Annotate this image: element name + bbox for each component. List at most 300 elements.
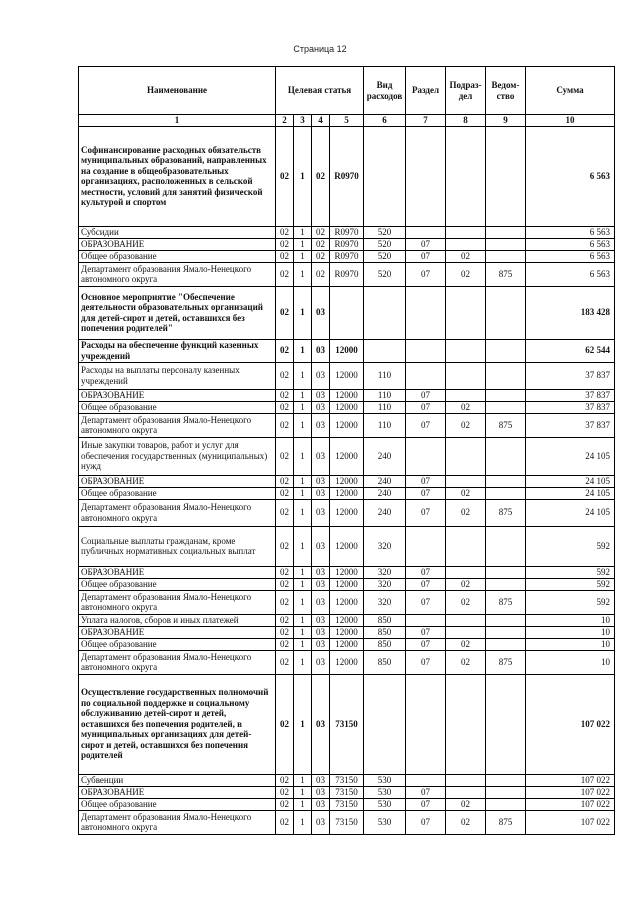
target-program: 02 <box>276 626 294 638</box>
department-code <box>486 487 526 499</box>
amount: 24 105 <box>526 499 615 526</box>
target-subprogram: 1 <box>294 774 312 786</box>
subsection <box>446 226 486 238</box>
department-code <box>486 226 526 238</box>
target-code: 12000 <box>330 499 364 526</box>
target-code: 12000 <box>330 389 364 401</box>
expense-type: 320 <box>364 526 406 566</box>
target-code: 12000 <box>330 614 364 626</box>
department-code <box>486 638 526 650</box>
subsection <box>446 566 486 578</box>
col-number: 2 <box>276 115 294 127</box>
amount: 24 105 <box>526 475 615 487</box>
target-subprogram: 1 <box>294 475 312 487</box>
page-number: Страница 12 <box>293 44 347 54</box>
table-row <box>79 526 615 566</box>
target-event: 03 <box>312 638 330 650</box>
header-vid: Вид расходов <box>364 67 406 115</box>
col-number: 1 <box>79 115 276 127</box>
target-event: 03 <box>312 475 330 487</box>
target-subprogram: 1 <box>294 674 312 774</box>
target-code: 12000 <box>330 401 364 413</box>
row-name: Осуществление государственных полномочий по социальной поддержке и социальному обслуживанию детей-сирот и детей, оставшихся без попечения родителей, в муниципальных организациях для детей-сирот и детей, оставшихся без попечения родителей <box>79 674 276 774</box>
subsection <box>446 774 486 786</box>
department-code <box>486 339 526 362</box>
section <box>406 437 446 475</box>
subsection: 02 <box>446 250 486 262</box>
target-event: 03 <box>312 590 330 614</box>
target-event: 03 <box>312 389 330 401</box>
target-program: 02 <box>276 226 294 238</box>
target-code: 12000 <box>330 362 364 389</box>
target-program: 02 <box>276 786 294 798</box>
target-program: 02 <box>276 798 294 810</box>
target-event: 03 <box>312 626 330 638</box>
target-program: 02 <box>276 674 294 774</box>
col-number: 9 <box>486 115 526 127</box>
section: 07 <box>406 413 446 437</box>
section: 07 <box>406 578 446 590</box>
amount: 183 428 <box>526 286 615 339</box>
target-code: 73150 <box>330 798 364 810</box>
section: 07 <box>406 590 446 614</box>
department-code <box>486 238 526 250</box>
section <box>406 362 446 389</box>
col-number: 4 <box>312 115 330 127</box>
target-program: 02 <box>276 362 294 389</box>
table-row <box>79 226 615 238</box>
target-program: 02 <box>276 650 294 674</box>
section: 07 <box>406 487 446 499</box>
table-row <box>79 250 615 262</box>
target-event: 02 <box>312 226 330 238</box>
department-code: 875 <box>486 650 526 674</box>
row-name: ОБРАЗОВАНИЕ <box>79 389 276 401</box>
department-code <box>486 250 526 262</box>
subsection: 02 <box>446 401 486 413</box>
section: 07 <box>406 638 446 650</box>
table-row <box>79 238 615 250</box>
target-program: 02 <box>276 238 294 250</box>
target-program: 02 <box>276 578 294 590</box>
header-name: Наименование <box>79 67 276 115</box>
target-event: 03 <box>312 286 330 339</box>
subsection <box>446 674 486 774</box>
target-code: R0970 <box>330 126 364 226</box>
row-name: ОБРАЗОВАНИЕ <box>79 566 276 578</box>
department-code <box>486 614 526 626</box>
target-code: 73150 <box>330 774 364 786</box>
section: 07 <box>406 250 446 262</box>
table-body <box>79 126 615 834</box>
target-subprogram: 1 <box>294 226 312 238</box>
department-code <box>486 362 526 389</box>
section: 07 <box>406 786 446 798</box>
target-code: 12000 <box>330 578 364 590</box>
subsection: 02 <box>446 650 486 674</box>
subsection <box>446 626 486 638</box>
expense-type: 320 <box>364 590 406 614</box>
expense-type: 530 <box>364 774 406 786</box>
target-event: 03 <box>312 526 330 566</box>
target-program: 02 <box>276 389 294 401</box>
target-subprogram: 1 <box>294 238 312 250</box>
expense-type: 520 <box>364 226 406 238</box>
expense-type: 520 <box>364 250 406 262</box>
subsection: 02 <box>446 590 486 614</box>
subsection <box>446 786 486 798</box>
department-code <box>486 286 526 339</box>
subsection <box>446 389 486 401</box>
table-row <box>79 650 615 674</box>
target-event: 02 <box>312 126 330 226</box>
department-code <box>486 674 526 774</box>
target-program: 02 <box>276 437 294 475</box>
target-event: 03 <box>312 487 330 499</box>
target-program: 02 <box>276 126 294 226</box>
subsection <box>446 238 486 250</box>
expense-type: 240 <box>364 437 406 475</box>
target-code: 73150 <box>330 786 364 798</box>
subsection: 02 <box>446 262 486 286</box>
table-row <box>79 286 615 339</box>
department-code <box>486 578 526 590</box>
department-code <box>486 475 526 487</box>
target-code: 12000 <box>330 475 364 487</box>
target-event: 03 <box>312 614 330 626</box>
row-name: Расходы на выплаты персоналу казенных учреждений <box>79 362 276 389</box>
target-subprogram: 1 <box>294 401 312 413</box>
target-subprogram: 1 <box>294 250 312 262</box>
col-number: 5 <box>330 115 364 127</box>
header-row <box>79 67 615 115</box>
target-code: 12000 <box>330 590 364 614</box>
amount: 592 <box>526 566 615 578</box>
row-name: Общее образование <box>79 487 276 499</box>
target-program: 02 <box>276 339 294 362</box>
target-subprogram: 1 <box>294 286 312 339</box>
expense-type: 520 <box>364 238 406 250</box>
col-number: 8 <box>446 115 486 127</box>
header-target: Целевая статья <box>276 67 364 115</box>
expense-type: 530 <box>364 786 406 798</box>
target-event: 03 <box>312 413 330 437</box>
table-row <box>79 437 615 475</box>
amount: 107 022 <box>526 786 615 798</box>
row-name: ОБРАЗОВАНИЕ <box>79 475 276 487</box>
row-name: ОБРАЗОВАНИЕ <box>79 626 276 638</box>
row-name: ОБРАЗОВАНИЕ <box>79 238 276 250</box>
target-program: 02 <box>276 526 294 566</box>
subsection <box>446 126 486 226</box>
department-code: 875 <box>486 810 526 834</box>
target-program: 02 <box>276 774 294 786</box>
target-subprogram: 1 <box>294 362 312 389</box>
target-event: 03 <box>312 650 330 674</box>
expense-type: 320 <box>364 578 406 590</box>
target-event: 03 <box>312 674 330 774</box>
amount: 37 837 <box>526 362 615 389</box>
section: 07 <box>406 475 446 487</box>
subsection: 02 <box>446 499 486 526</box>
table-row <box>79 339 615 362</box>
table-row <box>79 674 615 774</box>
table-row <box>79 475 615 487</box>
target-code: 73150 <box>330 810 364 834</box>
section <box>406 526 446 566</box>
target-subprogram: 1 <box>294 638 312 650</box>
budget-table <box>78 66 615 835</box>
target-code: 12000 <box>330 626 364 638</box>
section: 07 <box>406 401 446 413</box>
section: 07 <box>406 499 446 526</box>
target-code: 12000 <box>330 526 364 566</box>
expense-type: 530 <box>364 810 406 834</box>
table-row <box>79 413 615 437</box>
subsection: 02 <box>446 798 486 810</box>
target-event: 03 <box>312 566 330 578</box>
col-number: 7 <box>406 115 446 127</box>
target-program: 02 <box>276 810 294 834</box>
target-program: 02 <box>276 614 294 626</box>
expense-type <box>364 674 406 774</box>
table-row <box>79 590 615 614</box>
target-code: 12000 <box>330 638 364 650</box>
expense-type: 320 <box>364 566 406 578</box>
section: 07 <box>406 626 446 638</box>
target-subprogram: 1 <box>294 810 312 834</box>
table-row <box>79 786 615 798</box>
target-code: R0970 <box>330 226 364 238</box>
section <box>406 286 446 339</box>
target-subprogram: 1 <box>294 487 312 499</box>
target-code <box>330 286 364 339</box>
department-code <box>486 566 526 578</box>
row-name: Департамент образования Ямало-Ненецкого автономного округа <box>79 590 276 614</box>
expense-type <box>364 286 406 339</box>
header-vedomstvo: Ведом-ство <box>486 67 526 115</box>
amount: 107 022 <box>526 774 615 786</box>
subsection <box>446 526 486 566</box>
department-code <box>486 526 526 566</box>
table-row <box>79 810 615 834</box>
row-name: Расходы на обеспечение функций казенных учреждений <box>79 339 276 362</box>
row-name: Общее образование <box>79 638 276 650</box>
target-code: 12000 <box>330 339 364 362</box>
amount: 6 563 <box>526 126 615 226</box>
table-row <box>79 614 615 626</box>
target-subprogram: 1 <box>294 262 312 286</box>
amount: 10 <box>526 614 615 626</box>
section <box>406 126 446 226</box>
expense-type <box>364 339 406 362</box>
target-subprogram: 1 <box>294 437 312 475</box>
section <box>406 674 446 774</box>
expense-type: 110 <box>364 362 406 389</box>
subsection: 02 <box>446 578 486 590</box>
target-subprogram: 1 <box>294 614 312 626</box>
target-event: 02 <box>312 262 330 286</box>
section <box>406 339 446 362</box>
amount: 10 <box>526 626 615 638</box>
target-code: R0970 <box>330 238 364 250</box>
target-subprogram: 1 <box>294 650 312 674</box>
subsection <box>446 286 486 339</box>
target-subprogram: 1 <box>294 578 312 590</box>
expense-type: 240 <box>364 487 406 499</box>
section: 07 <box>406 238 446 250</box>
section: 07 <box>406 650 446 674</box>
row-name: Департамент образования Ямало-Ненецкого автономного округа <box>79 413 276 437</box>
header-podrazdel: Подраз-дел <box>446 67 486 115</box>
amount: 37 837 <box>526 413 615 437</box>
target-event: 03 <box>312 339 330 362</box>
col-number: 6 <box>364 115 406 127</box>
department-code <box>486 786 526 798</box>
target-subprogram: 1 <box>294 389 312 401</box>
target-program: 02 <box>276 286 294 339</box>
row-name: Общее образование <box>79 401 276 413</box>
target-subprogram: 1 <box>294 126 312 226</box>
amount: 6 563 <box>526 262 615 286</box>
table-row <box>79 487 615 499</box>
row-name: Основное мероприятие "Обеспечение деятельности образовательных организаций для детей-сирот и детей, оставшихся без попечения родителей" <box>79 286 276 339</box>
section: 07 <box>406 798 446 810</box>
amount: 10 <box>526 638 615 650</box>
department-code <box>486 389 526 401</box>
table-row <box>79 798 615 810</box>
target-program: 02 <box>276 590 294 614</box>
expense-type: 240 <box>364 499 406 526</box>
expense-type: 530 <box>364 798 406 810</box>
section <box>406 614 446 626</box>
row-name: Иные закупки товаров, работ и услуг для обеспечения государственных (муниципальных) нужд <box>79 437 276 475</box>
department-code <box>486 401 526 413</box>
section <box>406 774 446 786</box>
target-program: 02 <box>276 413 294 437</box>
amount: 6 563 <box>526 238 615 250</box>
target-event: 03 <box>312 362 330 389</box>
subsection: 02 <box>446 638 486 650</box>
row-name: Общее образование <box>79 578 276 590</box>
row-name: Субвенции <box>79 774 276 786</box>
table-row <box>79 638 615 650</box>
target-subprogram: 1 <box>294 626 312 638</box>
target-event: 02 <box>312 250 330 262</box>
amount: 62 544 <box>526 339 615 362</box>
target-event: 03 <box>312 798 330 810</box>
target-code: R0970 <box>330 250 364 262</box>
expense-type: 850 <box>364 614 406 626</box>
target-program: 02 <box>276 487 294 499</box>
target-program: 02 <box>276 475 294 487</box>
section: 07 <box>406 566 446 578</box>
amount: 24 105 <box>526 437 615 475</box>
row-name: Субсидии <box>79 226 276 238</box>
amount: 24 105 <box>526 487 615 499</box>
column-number-row <box>79 115 615 127</box>
target-event: 03 <box>312 578 330 590</box>
row-name: Департамент образования Ямало-Ненецкого автономного округа <box>79 650 276 674</box>
section <box>406 226 446 238</box>
amount: 592 <box>526 526 615 566</box>
table-row <box>79 499 615 526</box>
subsection <box>446 475 486 487</box>
expense-type: 850 <box>364 638 406 650</box>
header-summa: Сумма <box>526 67 615 115</box>
target-program: 02 <box>276 262 294 286</box>
expense-type: 850 <box>364 650 406 674</box>
expense-type: 110 <box>364 401 406 413</box>
target-program: 02 <box>276 638 294 650</box>
row-name: Департамент образования Ямало-Ненецкого автономного округа <box>79 810 276 834</box>
target-subprogram: 1 <box>294 786 312 798</box>
department-code <box>486 126 526 226</box>
table-row <box>79 262 615 286</box>
target-program: 02 <box>276 499 294 526</box>
target-event: 03 <box>312 786 330 798</box>
target-program: 02 <box>276 401 294 413</box>
target-event: 03 <box>312 810 330 834</box>
department-code: 875 <box>486 590 526 614</box>
row-name: Департамент образования Ямало-Ненецкого автономного округа <box>79 499 276 526</box>
row-name: Социальные выплаты гражданам, кроме публичных нормативных социальных выплат <box>79 526 276 566</box>
target-code: R0970 <box>330 262 364 286</box>
amount: 592 <box>526 590 615 614</box>
amount: 107 022 <box>526 674 615 774</box>
target-code: 12000 <box>330 437 364 475</box>
amount: 37 837 <box>526 389 615 401</box>
amount: 6 563 <box>526 226 615 238</box>
target-subprogram: 1 <box>294 590 312 614</box>
amount: 37 837 <box>526 401 615 413</box>
row-name: ОБРАЗОВАНИЕ <box>79 786 276 798</box>
subsection <box>446 362 486 389</box>
expense-type: 110 <box>364 389 406 401</box>
table-row <box>79 362 615 389</box>
row-name: Общее образование <box>79 798 276 810</box>
target-code: 73150 <box>330 674 364 774</box>
target-subprogram: 1 <box>294 499 312 526</box>
department-code: 875 <box>486 413 526 437</box>
target-code: 12000 <box>330 487 364 499</box>
target-subprogram: 1 <box>294 566 312 578</box>
table-row <box>79 389 615 401</box>
department-code <box>486 626 526 638</box>
target-subprogram: 1 <box>294 526 312 566</box>
row-name: Департамент образования Ямало-Ненецкого автономного округа <box>79 262 276 286</box>
department-code <box>486 774 526 786</box>
amount: 6 563 <box>526 250 615 262</box>
amount: 592 <box>526 578 615 590</box>
section: 07 <box>406 389 446 401</box>
table-row <box>79 774 615 786</box>
target-subprogram: 1 <box>294 413 312 437</box>
row-name: Уплата налогов, сборов и иных платежей <box>79 614 276 626</box>
target-code: 12000 <box>330 566 364 578</box>
amount: 10 <box>526 650 615 674</box>
expense-type: 850 <box>364 626 406 638</box>
expense-type: 520 <box>364 262 406 286</box>
department-code <box>486 437 526 475</box>
target-event: 03 <box>312 499 330 526</box>
row-name: Софинансирование расходных обязательств муниципальных образований, направленных на создание в общеобразовательных организациях, расположенных в сельской местности, условий для занятий физической культурой и спортом <box>79 126 276 226</box>
subsection <box>446 437 486 475</box>
expense-type: 240 <box>364 475 406 487</box>
section: 07 <box>406 262 446 286</box>
target-event: 03 <box>312 774 330 786</box>
amount: 107 022 <box>526 810 615 834</box>
